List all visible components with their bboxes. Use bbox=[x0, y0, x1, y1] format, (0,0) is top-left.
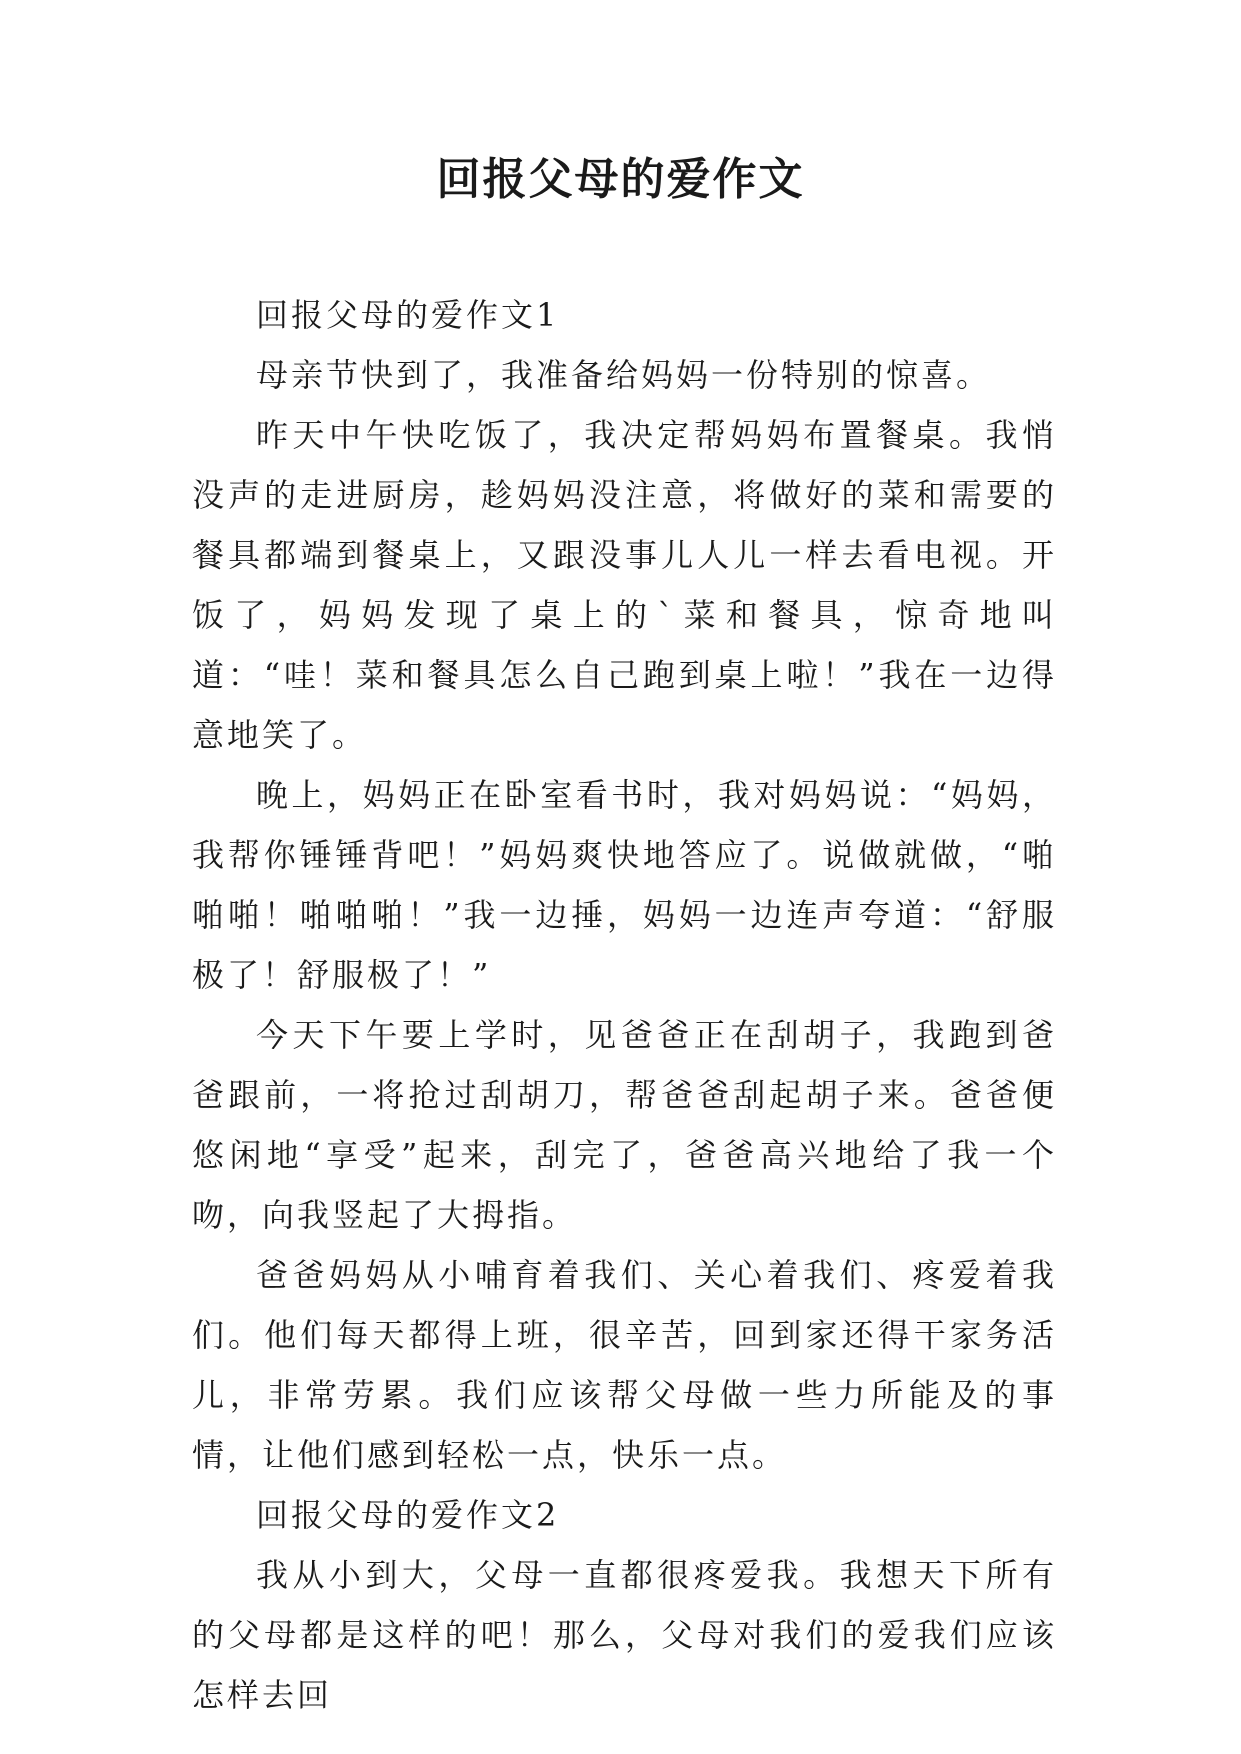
document-title: 回报父母的爱作文 bbox=[436, 154, 805, 205]
paragraph: 晚上，妈妈正在卧室看书时，我对妈妈说：“妈妈，我帮你锤锤背吧！”妈妈爽快地答应了。说做就做，“啪啪啪！啪啪啪！”我一边捶，妈妈一边连声夸道：“舒服极了！舒服极了！” bbox=[192, 776, 1057, 994]
paragraph: 昨天中午快吃饭了，我决定帮妈妈布置餐桌。我悄没声的走进厨房，趁妈妈没注意，将做好的菜和需要的餐具都端到餐桌上，又跟没事儿人儿一样去看电视。开饭了，妈妈发现了桌上的`菜和餐具，惊奇地叫道：“哇！菜和餐具怎么自己跑到桌上啦！”我在一边得意地笑了。 bbox=[192, 416, 1057, 754]
section-heading-2: 回报父母的爱作文2 bbox=[256, 1496, 560, 1534]
document-body bbox=[192, 285, 1057, 1725]
paragraph: 我从小到大，父母一直都很疼爱我。我想天下所有的父母都是这样的吧！那么，父母对我们的爱我们应该怎样去回 bbox=[192, 1556, 1057, 1714]
paragraph: 今天下午要上学时，见爸爸正在刮胡子，我跑到爸爸跟前，一将抢过刮胡刀，帮爸爸刮起胡子来。爸爸便悠闲地“享受”起来，刮完了，爸爸高兴地给了我一个吻，向我竖起了大拇指。 bbox=[192, 1016, 1057, 1234]
paragraph: 爸爸妈妈从小哺育着我们、关心着我们、疼爱着我们。他们每天都得上班，很辛苦，回到家还得干家务活儿，非常劳累。我们应该帮父母做一些力所能及的事情，让他们感到轻松一点，快乐一点。 bbox=[192, 1256, 1057, 1474]
paragraph: 母亲节快到了，我准备给妈妈一份特别的惊喜。 bbox=[256, 356, 992, 394]
section-heading-1: 回报父母的爱作文1 bbox=[256, 296, 560, 334]
